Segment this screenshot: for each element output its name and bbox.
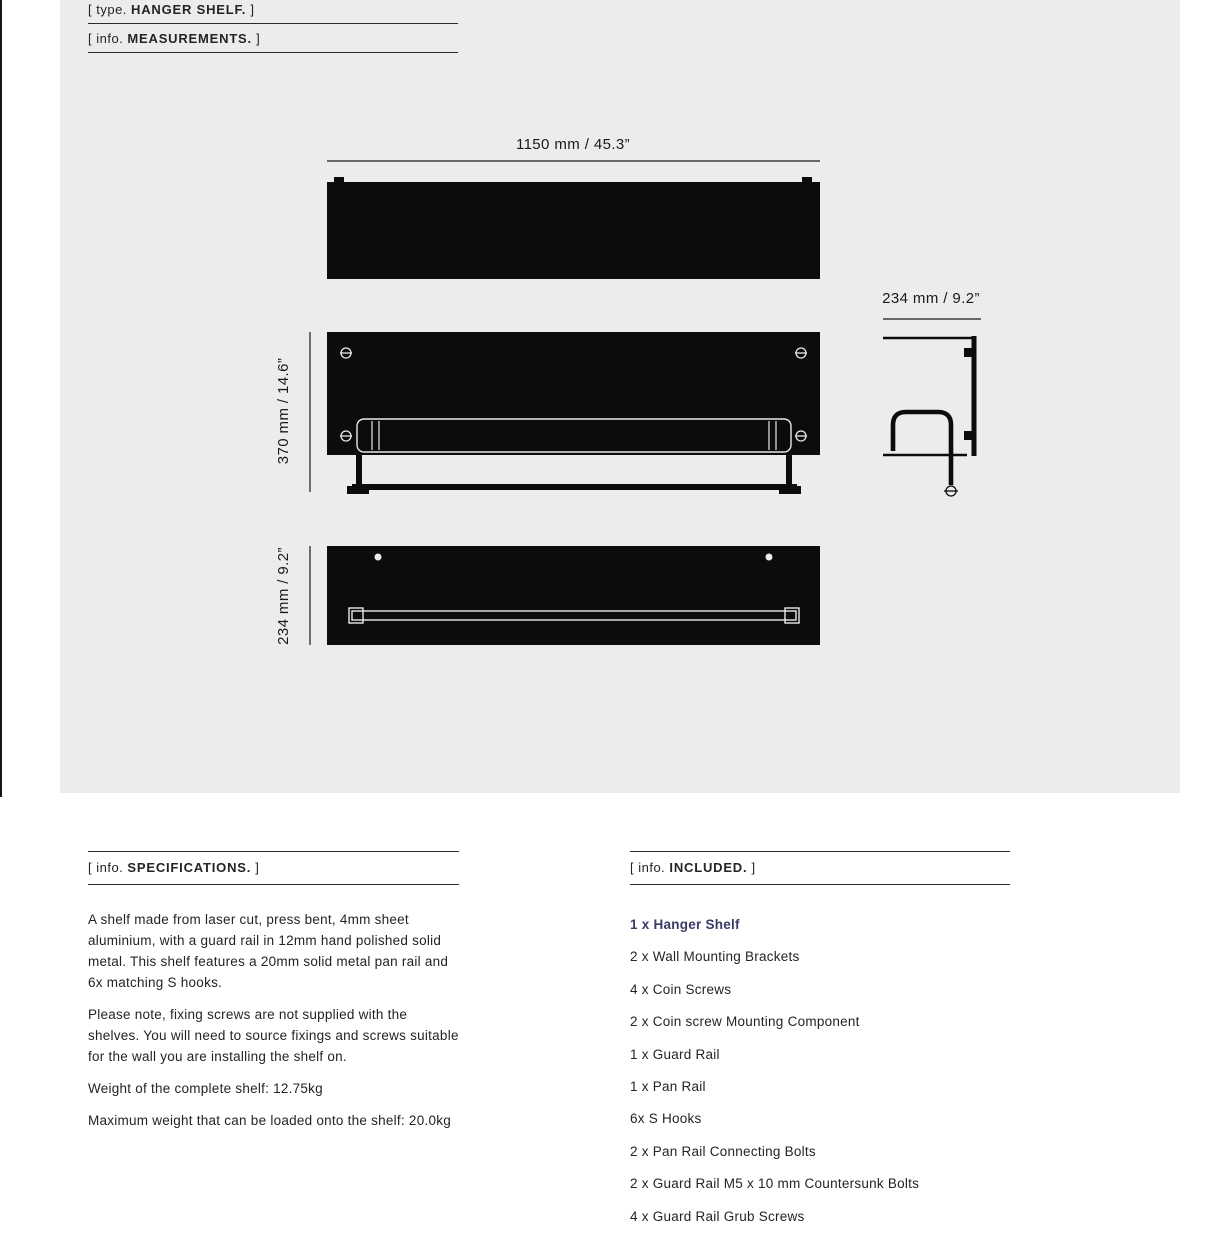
- dimension-bottom-depth-label: 234 mm / 9.2”: [275, 547, 292, 645]
- type-heading-prefix: [ type.: [88, 2, 127, 17]
- pan-rail-end-cap: [347, 486, 369, 494]
- pan-rail-hook-profile: [893, 412, 951, 485]
- included-heading-prefix: [ info.: [630, 860, 666, 875]
- front-view: [275, 332, 820, 494]
- specifications-heading-suffix: ]: [255, 860, 260, 875]
- included-item-pan-rail: 1 x Pan Rail: [630, 1079, 706, 1095]
- included-section: [630, 851, 1010, 1233]
- included-item-coin-screw-mounting: 2 x Coin screw Mounting Component: [630, 1014, 860, 1030]
- included-item-guard-rail-countersunk-bolts: 2 x Guard Rail M5 x 10 mm Countersunk Bolts: [630, 1176, 920, 1192]
- included-item-guard-rail-grub-screws: 4 x Guard Rail Grub Screws: [630, 1208, 805, 1224]
- measurements-panel: [60, 0, 1180, 793]
- spec-paragraph-materials: A shelf made from laser cut, press bent, 4mm sheet aluminium, with a guard rail in 12mm hand polished solid metal. This shelf features a 20mm solid metal pan rail and 6x matching S hooks.: [88, 912, 449, 990]
- bracket-tab-icon: [964, 431, 972, 440]
- measurements-heading-suffix: ]: [256, 31, 261, 46]
- pan-rail: [352, 484, 797, 490]
- shelf-front-outline: [327, 332, 820, 455]
- dimension-height-label: 370 mm / 14.6”: [275, 357, 292, 465]
- coin-screw-icon: [944, 486, 958, 496]
- included-item-s-hooks: 6x S Hooks: [630, 1111, 702, 1127]
- measurements-heading-prefix: [ info.: [88, 31, 124, 46]
- included-item-wall-mounting-brackets: 2 x Wall Mounting Brackets: [630, 949, 800, 965]
- specifications-section: [88, 851, 459, 1142]
- included-heading-suffix: ]: [751, 860, 756, 875]
- included-item-hanger-shelf: 1 x Hanger Shelf: [630, 917, 740, 932]
- measurements-heading-value: MEASUREMENTS.: [127, 31, 252, 46]
- bracket-tab-icon: [802, 177, 812, 183]
- spec-paragraph-max-load: Maximum weight that can be loaded onto the shelf: 20.0kg: [88, 1113, 451, 1128]
- page-left-border: [0, 0, 2, 797]
- included-item-coin-screws: 4 x Coin Screws: [630, 981, 732, 997]
- included-heading-value: INCLUDED.: [669, 860, 748, 875]
- bracket-tab-icon: [964, 348, 972, 357]
- side-view: [882, 290, 981, 496]
- included-heading: [630, 851, 1010, 885]
- mounting-hole-icon: [766, 554, 773, 561]
- mounting-hole-icon: [375, 554, 382, 561]
- shelf-bottom-outline: [327, 546, 820, 645]
- bottom-view: [275, 546, 820, 645]
- pan-rail-end-cap: [779, 486, 801, 494]
- included-item-guard-rail: 1 x Guard Rail: [630, 1046, 720, 1062]
- technical-drawing: [60, 0, 1180, 793]
- pan-rail-hanger: [356, 455, 362, 488]
- specifications-heading-prefix: [ info.: [88, 860, 124, 875]
- shelf-top-outline: [327, 182, 820, 279]
- included-item-pan-rail-connecting-bolts: 2 x Pan Rail Connecting Bolts: [630, 1143, 816, 1159]
- dimension-width-label: 1150 mm / 45.3”: [515, 136, 631, 153]
- dimension-depth-label: 234 mm / 9.2”: [882, 290, 980, 307]
- specifications-heading: [88, 851, 459, 885]
- type-heading-suffix: ]: [250, 2, 255, 17]
- top-view: [327, 136, 820, 279]
- spec-paragraph-weight: Weight of the complete shelf: 12.75kg: [88, 1081, 323, 1096]
- pan-rail-hanger: [786, 455, 792, 488]
- spec-paragraph-fixings: Please note, fixing screws are not supplied with the shelves. You will need to source fixings and screws suitable for the wall you are installing the shelf on.: [88, 1007, 459, 1064]
- specifications-heading-value: SPECIFICATIONS.: [127, 860, 252, 875]
- bracket-tab-icon: [334, 177, 344, 183]
- type-heading-value: HANGER SHELF.: [131, 2, 247, 17]
